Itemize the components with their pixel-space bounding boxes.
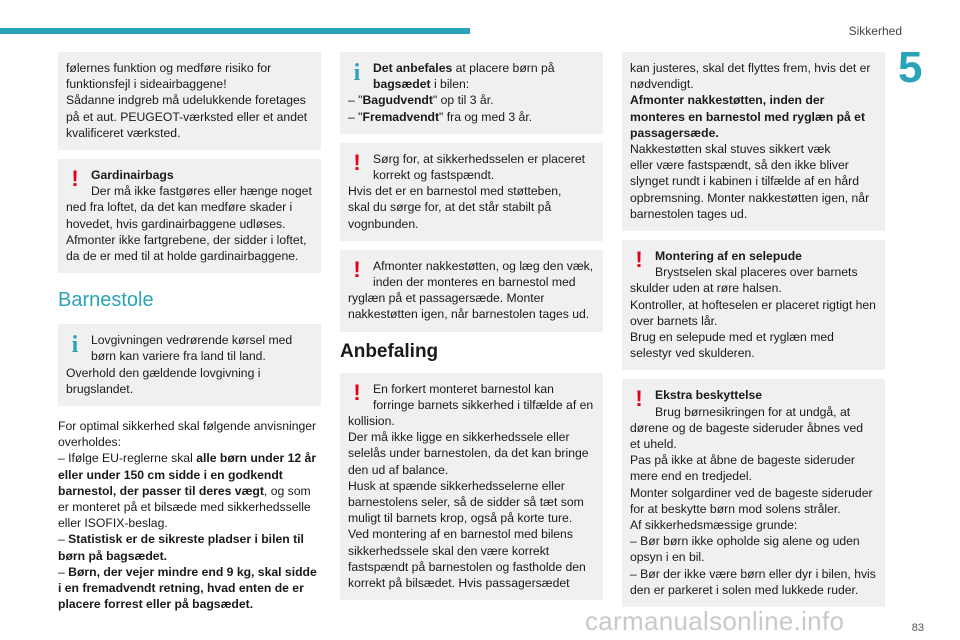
text-line: skulder uden at røre halsen. [630, 281, 782, 296]
text-line: vognbunden. [348, 216, 419, 231]
section-title: Sikkerhed [848, 24, 902, 38]
text-line: på et aut. PEUGEOT-værksted eller et andet [66, 109, 308, 124]
text-line: mere end en tredjedel. [630, 469, 752, 484]
text-line: Der må ikke fastgøres eller hænge noget [91, 184, 312, 199]
box-title: Montering af en selepude [655, 249, 802, 264]
watermark: carmanualsonline.info [585, 606, 845, 636]
column-2 [340, 52, 603, 609]
text-line: da de er med til at holde gardinairbaggene. [66, 249, 299, 264]
bullet-item: – Ifølge EU-reglerne skal alle børn under 12 år eller under 150 cm sidde i en godkendt barnestol, der passer til deres vægt, og som er monteret på et bilsæde med sikkerhedsselle eller ISOFIX-beslag. [58, 451, 317, 531]
chapter-number: 5 [898, 43, 923, 92]
note-box-nakkestotte-continued [622, 52, 885, 231]
text-line: selelås under barnestolen, da det kan bringe [348, 446, 589, 461]
text-line: ryglæn på et passagersæde. Monter [348, 291, 545, 306]
text-line: Brug en selepude med et ryglæn med [630, 330, 834, 345]
heading-anbefaling: Anbefaling [340, 340, 439, 362]
info-icon: i [353, 60, 361, 86]
info-box-lovgivning [58, 324, 321, 406]
text-line: ned fra loftet, da det kan medføre skader i [66, 200, 293, 215]
text-line: opsyn i en bil. [630, 550, 705, 565]
bold-line: Afmonter nakkestøtten, inden der [630, 93, 825, 108]
text-line: Lovgivningen vedrørende kørsel med [91, 333, 293, 348]
text-line: Afmonter nakkestøtten, og læg den væk, [373, 258, 594, 273]
info-box-anbefales: i Det anbefales at placere børn på bagsædet i bilen: – "Bagudvendt" op til 3 år. – "Fremadvendt" fra og med 3 år. [340, 52, 603, 134]
text-line: kan justeres, skal det flyttes frem, hvis det er [630, 61, 871, 75]
bold-line: passagersæde. [630, 125, 719, 140]
bullet-item: – Statistisk er de sikreste pladser i bilen til børn på bagsædet. [58, 532, 304, 563]
top-accent-bar [0, 28, 470, 34]
text-line: Overhold den gældende lovgivning i [66, 365, 261, 380]
bullet-item: – "Bagudvendt" op til 3 år. [348, 93, 494, 108]
text-line: Sørg for, at sikkerhedsselen er placeret [373, 151, 586, 166]
text-line: – Bør børn ikke opholde sig alene og uden [630, 534, 860, 549]
text-line: Hvis det er en barnestol med støtteben, [348, 184, 562, 199]
text-line: hovedet, hvis gardinairbaggene udløses. [66, 216, 286, 231]
warning-box-ekstra-beskyttelse [622, 379, 885, 607]
text-line: Der må ikke ligge en sikkerhedssele eller [348, 430, 570, 445]
text-line: nødvendigt. [630, 77, 694, 92]
text-line: dørene og de bageste sideruder åbnes ved [630, 420, 864, 435]
warning-icon: ! [71, 166, 79, 192]
text-line: Brystselen skal placeres over barnets [655, 265, 858, 280]
text-line: et uheld. [630, 437, 677, 452]
bold-line: monteres en barnestol med ryglæn på et [630, 109, 866, 124]
text-line: Kontroller, at hofteselen er placeret rigtigt hen [630, 297, 876, 312]
body-paragraph [58, 418, 321, 612]
text-line: eller være fastspændt, så den ikke bliver [630, 158, 849, 173]
text-line: fastspændt på barnestolen og fastholde den [348, 559, 586, 574]
note-box-sideairbags [58, 52, 321, 150]
text-line: Husk at spænde sikkerhedsselerne eller [348, 478, 565, 493]
text-line: sikkerhedssele skal den være korrekt [348, 543, 550, 558]
text-line: brugslandet. [66, 381, 134, 396]
text-line: barnestolen tages ud. [630, 206, 748, 221]
warning-icon: ! [353, 256, 361, 282]
text-line: inden der monteres en barnestol med [373, 275, 576, 290]
text-line: over barnets lår. [630, 313, 718, 328]
text-line: overholdes: [58, 435, 122, 450]
text-line: slynget rundt i kabinen i tilfælde af en hård [630, 174, 859, 189]
heading-barnestole: Barnestole [58, 289, 154, 312]
warning-box-gardinairbags [58, 159, 321, 273]
box-title: Ekstra beskyttelse [655, 388, 763, 403]
info-icon: i [71, 332, 79, 359]
text-line: for at beskytte børn mod solens stråler. [630, 501, 841, 516]
text-line: skal du sørge for, at det står stabilt på [348, 200, 552, 215]
warning-icon: ! [635, 386, 643, 412]
text-line: forringe barnets sikkerhed i tilfælde af en [373, 397, 594, 412]
text-line: kollision. [348, 414, 395, 429]
text-line: funktionsfejl i sideairbaggene! [66, 77, 227, 92]
text-line: kvalificeret værksted. [66, 125, 181, 140]
text-line: Monter solgardiner ved de bageste sideruder [630, 485, 873, 500]
bullet-item: – Børn, der vejer mindre end 9 kg, skal sidde i en fremadvendt retning, hvad enten de er placere forrest eller på bagsædet. [58, 564, 317, 612]
column-3 [622, 52, 885, 616]
warning-box-nakkestotte [340, 250, 603, 332]
text-line: korrekt og fastspændt. [373, 168, 495, 183]
text-line: Sådanne indgreb må udelukkende foretages [66, 93, 306, 108]
text-line: korrekt på bilsædet. Hvis passagersædet [348, 576, 570, 591]
text-line: børn kan variere fra land til land. [91, 349, 266, 364]
box-title: Gardinairbags [91, 168, 174, 183]
text-line: For optimal sikkerhed skal følgende anvisninger [58, 419, 317, 434]
warning-box-sikkerhedssele [340, 143, 603, 241]
warning-icon: ! [635, 247, 643, 273]
text-line: Ved montering af en barnestol med bilens [348, 527, 573, 542]
text-line: opbremsning. Monter nakkestøtten igen, når [630, 190, 870, 205]
page-number: 83 [911, 622, 924, 634]
warning-icon: ! [353, 149, 361, 175]
text-line: Afmonter ikke fartgrebene, der sidder i loftet, [66, 232, 307, 247]
text-line: den er parkeret i solen med lukkede ruder. [630, 582, 859, 597]
warning-box-forkert-monteret [340, 373, 603, 601]
text-line: En forkert monteret barnestol kan [373, 381, 554, 396]
text-line: Pas på ikke at åbne de bageste sideruder [630, 453, 855, 468]
text-line: barnestolens seler, så de sidder så tæt som [348, 495, 584, 510]
text-line: nakkestøtten igen, når barnestolen tages ud. [348, 307, 590, 322]
text-line: den ud af balance. [348, 462, 449, 477]
warning-icon: ! [353, 379, 361, 405]
text-line: muligt til barnets krop, også på korte ture. [348, 511, 573, 526]
text-line: Af sikkerhedsmæssige grunde: [630, 518, 798, 533]
bullet-item: – "Fremadvendt" fra og med 3 år. [348, 109, 533, 124]
text-line: følernes funktion og medføre risiko for [66, 61, 272, 75]
column-1 [58, 52, 321, 612]
text-line: – Bør der ikke være børn eller dyr i bilen, hvis [630, 566, 876, 581]
text-line: Brug børnesikringen for at undgå, at [655, 404, 851, 419]
text-line: selestyr ved skulderen. [630, 346, 755, 361]
text-line: Nakkestøtten skal stuves sikkert væk [630, 142, 831, 157]
warning-box-selepude [622, 240, 885, 370]
